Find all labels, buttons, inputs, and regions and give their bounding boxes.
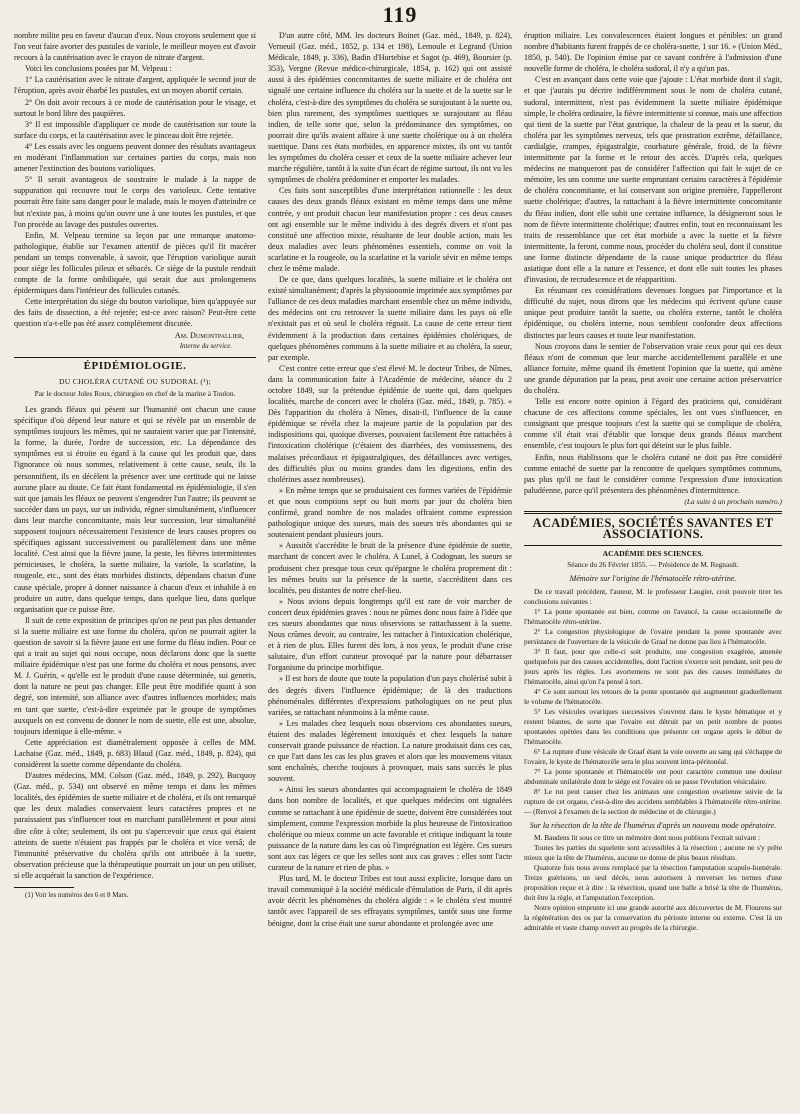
academy-subtitle: ACADÉMIE DES SCIENCES. xyxy=(602,549,704,559)
paragraph: Cette appréciation est diamétralement opposée à celles de MM. Lachaise (Gaz. méd., 1849, p. 683) Blaud (Gaz. méd., 1849, p. 824), qui considèrent la suette comme dépendante du choléra. xyxy=(14,737,256,769)
academy-section-title: ACADÉMIES, SOCIÉTÉS SAVANTES ET ASSOCIATIONS. xyxy=(532,516,774,542)
paragraph: Voici les conclusions posées par M. Velpeau : xyxy=(25,64,172,74)
paragraph: En résumant ces considérations devenues longues par l'importance et la difficulté du sujet, nous dirons que les médecins qui écrivent qu'une cause unique peut produire tantôt la suette, ou choléra externe, tantôt le choléra épidémique, ou choléra interne, nous semblent confondre deux affections distinctes par leurs causes et toute leur manifestation. xyxy=(524,286,782,340)
paragraph: » En même temps que se produisaient ces formes variées de l'épidémie et que nous comptions sept ou huit morts par jour du choléra bien confirmé, grand nombre de nos malades offraient comme expression pathologique unique des sueurs, mais des sueurs très abondantes qui se soutenaient pendant plusieurs jours. xyxy=(268,485,512,540)
paragraph: 6° La rupture d'une vésicule de Graaf étant la voie ouverte au sang qui s'échappe de l'ovaire, le kyste de l'hématocèle sera le plus souvent intra-péritonéal. xyxy=(524,746,782,766)
paragraph: M. Baudens lit sous ce titre un mémoire dont nous publions l'extrait suivant : xyxy=(534,832,761,842)
resection-body xyxy=(524,833,782,933)
section-title: ÉPIDÉMIOLOGIE. xyxy=(83,359,187,372)
divider xyxy=(14,357,256,358)
paragraph: De ce que, dans quelques localités, la suette miliaire et le choléra ont existé simultanément; d'après la physionomie imprimée aux symptômes par l'alliance de ces deux maladies marchant ensemble chez un même individu, des médecins ont cru retrouver la suette miliaire dans les pays où elle n'existait pas et où seul le choléra régnait. La cause de cette erreur tient évidemment à la production dans certaines épidémies cholériques, de quelques phénomènes communs à la suette miliaire et au choléra, la sueur, par exemple. xyxy=(268,275,512,362)
paragraph: 2° On doit avoir recours à ce mode de cautérisation pour le visage, et surtout le bord libre des paupières. xyxy=(14,97,256,118)
article-byline: Par le docteur Jules Roux, chirurgien en chef de la marine à Toulon. xyxy=(34,388,236,398)
paragraph: » Il est hors de doute que toute la population d'un pays cholérisé subit à des degrés divers l'influence épidémique; de là des traductions phénoménales différentes d'expressions pathologiques on ne peut plus variées, se rattachant néanmoins à la même cause. xyxy=(268,674,512,717)
paragraph: 3° Il est impossible d'appliquer ce mode de cautérisation sur toute la surface du corps, et la cautérisation avec le pinceau doit être rejetée. xyxy=(14,119,256,140)
paragraph: éruption miliaire. Les convalescences étaient longues et pénibles: un grand nombre d'habitants furent frappés de ce choléra-suette, 1 sur 16. » (Union Méd., 1850, p. 540). De l'opinion émise par ce savant confrère à l'admission d'une nouvelle forme de choléra, le choléra sudoral, il n'y a qu'un pas. xyxy=(524,31,782,74)
memoir-body xyxy=(524,587,782,817)
paragraph: De ce travail précédent, l'auteur, M. le professeur Laugier, croit pouvoir tirer les conclusions suivantes : xyxy=(524,586,782,606)
paragraph: Quatorze fois nous avons remplacé par la résection l'amputation scapulo-humérale. Treize guérisons, un seul décès, nous autorisent à renverser les termes d'une proposition reçue et à dire : la résection, quand une balle a brisé la tête de l'humérus, doit être la règle, et l'amputation l'exception. xyxy=(524,862,782,902)
paragraph: 2° La congestion physiologique de l'ovaire pendant la ponte spontanée avec persistance de l'ouverture de la vésicule de Graaf ne donne pas lieu à l'hématocèle. xyxy=(524,626,782,646)
paragraph: » Nous avions depuis longtemps qu'il est rare de voir marcher de concert deux épidémies graves : nous ne pûmes donc nous faire à l'idée que ces sueurs abondantes que nous observions se rattachassent à la suette. Nous crûmes devoir, au contraire, les rattacher à l'intoxication cholérique, et à rien de plus. Elles furent dès lors, à nos yeux, le produit d'une crise salutaire, d'un effort curateur provoqué par la nature pour débarrasser l'organisme du principe morbifique. xyxy=(268,596,512,673)
paragraph: D'autres médecins, MM. Colson (Gaz. méd., 1849, p. 292), Bucquoy (Gaz. méd., p. 534) ont observé en même temps et dans les mêmes localités, des épidémies de suette miliaire et de choléra, et ils ont remarqué que les deux maladies conservaient leurs caractères propres et ne paraissaient pas s'influencer tout en marchant parallèlement et pour ainsi dire côte à côte; seulement, ils ont pu s'apercevoir que ceux qui étaient atteints de suette n'étaient pas frappés par le choléra et vice versâ; de l'immunité préservative du choléra qu'ils ont attribuée à la suette, observation précieuse que la thérapeutique pourrait un jour un peu utiliser, si elle acquérait la sanction de l'expérience. xyxy=(14,771,256,880)
paragraph: D'un autre côté, MM. les docteurs Boinet (Gaz. méd., 1849, p. 824), Verneuil (Gaz. méd., 1852, p. 134 et 198), Lemoule et Legrand (Union Médicale, 1849, p. 336), Badin d'Hurtebise et Sagot (p. 469), Boursier (p. 353), Vergne (Revue médico-chirurgicale, 1854, p. 162) qui ont assisté aussi à des épidémies concomitantes de suette miliaire et de choléra ont signalé une certaine influence du choléra sur la suette et de la suette sur le choléra, c'est-à-dire des symptômes du choléra se surajoutant à la suette ou, bien plus rarement, des symptômes suettiques se surajoutant au fléau indien, de telle sorte que, selon la prédominance des symptômes, on pourrait dire qu'ils avaient affaire à une suette cholérique ou à un choléra suettique. Dans ces états morbides, en apparence mixtes, ils ont vu tantôt les symptômes du choléra cesser et ceux de la suette miliaire achever leur marche régulière, tantôt à la suite d'un écart de régime surtout, ils ont vu les symptômes de choléra prédominer et emporter les malades. xyxy=(268,31,512,185)
signature-role: Interne du service. xyxy=(179,341,232,350)
paragraph: » Les malades chez lesquels nous observions ces abondantes sueurs, étaient des malades légèrement intoxiqués et chez lesquels la nature conservait grande puissance de réaction. La nature produisait dans ces cas, ce que l'art dans les cas les plus graves et alors que les mouvemens vitaux sont enchaînés, cherche toujours à provoquer, mais sans succès le plus souvent. xyxy=(268,718,512,784)
paragraph: Enfin, M. Velpeau termine sa leçon par une remarque anatomo-pathologique, établie sur l'examen attentif de pièces qu'il fit macérer pendant un temps convenable, à savoir, que l'éruption variolique aurait pour siége les follicules pileux et sébacés. Ce siége de la pustule rendrait compte de la forme ombiliquée, qui serait due aux prolongemens épidermiques dans l'intérieur des follicules cutanés. xyxy=(14,230,256,296)
column-middle xyxy=(268,30,512,1106)
column-left xyxy=(14,30,256,1106)
memoir-title: Mémoire sur l'origine de l'hématocèle rétro-utérine. xyxy=(569,574,737,584)
paragraph: Enfin, nous établissons que le choléra cutané ne doit pas être considéré comme entaché de suette par la rencontre de quelques symptômes communs, pas plus qu'il ne faut le considérer comme l'expression d'une intoxication paludéenne, parce qu'il présentera des phénomènes d'intermittence. xyxy=(524,452,782,495)
paragraph: Nous croyons dans le sentier de l'observation vraie ceux pour qui ces deux fléaux n'ont de commun que leur marche accidentellement parallèle et une alliance fortuite, même quand ils émettent l'opinion que la suette, qui amène une grande dépuration par la peau, peut avoir une certaine action préservatrice du choléra. xyxy=(524,341,782,395)
article-title: DU CHOLÉRA CUTANÉ OU SUDORAL (¹); xyxy=(59,376,211,386)
paragraph: 4° Les essais avec les onguens peuvent donner des résultats avantageux en modérant l'inflammation sur certaines parties du corps, mais non amener l'extinction des boutons varioliques. xyxy=(14,141,256,174)
paragraph: Il suit de cette exposition de principes qu'on ne peut pas plus demander si la suette miliaire est une forme du choléra, qu'on ne pourrait agiter la question de savoir si la fièvre jaune est une forme du fléau indien. Pour ce qui a trait au sujet qui nous occupe, nous déclarons donc que la suette miliaire épidémique n'est pas une forme du choléra et nous pensons, avec M. J. Guérin, « qu'elle est le produit d'une cause déterminée, sui generis, dont la nature ne peut pas changer. Elle peut être modifiée quant à son degré, son intensité, son alliance avec d'autres influences morbides; mais en tant que suette, c'est-à-dire exprimée par le groupe de symptômes auxquels on est convenu de donner le nom de suette, elle est une, absolue, toujours identique à elle-même. » xyxy=(14,615,256,736)
paragraph: 4° Ce sont surtout les retours de la ponte spontanée qui augmentent graduellement le volume de l'hématocèle. xyxy=(524,686,782,706)
footnote: (1) Voir les numéros des 6 et 8 Mars. xyxy=(25,891,129,900)
paragraph: Telle est encore notre opinion à l'égard des praticiens qui, considérant chacune de ces affections comme spéciales, les ont vues s'influencer, en consignant que presque toujours c'est la suette qui se complique de choléra, comme s'il était vrai d'établir que lorsque deux grands fléaux marchent ensemble, c'est toujours le plus fort qui déteint sur le plus faible. xyxy=(524,397,782,451)
footnote-divider xyxy=(14,887,74,888)
paragraph: 8° Le rut peut causer chez les animaux une congestion ovarienne suivie de la rupture de cet organe, c'est-à-dire des accidens semblables à l'hématocèle rétro-utérine. — (Renvoi à l'examen de la section de médecine et de chirurgie.) xyxy=(524,786,782,816)
column-right xyxy=(524,30,782,1106)
divider xyxy=(524,511,782,514)
paragraph: nombre milite peu en faveur d'aucun d'eux. Nous croyons seulement que si l'on veut faire avorter des pustules de variole, le meilleur moyen est d'avoir recours à la cautérisation avec le crayon de nitrate d'argent. xyxy=(14,31,256,63)
paragraph: Ces faits sont susceptibles d'une interprétation rationnelle : les deux causes des deux grands fléaux existant en même temps dans une même contrée, y ont produit chacun leur manifestation propre : ces deux causes ont agi ensemble sur le même individu à des degrés divers et n'ont pas constitué une affection mixte, résultante de leur double action, mais les deux maladies avec leurs phénomènes essentiels, comme on voit la scarlatine et la rougeole, ou la scarlatine et la variole sévir en même temps chez le même malade. xyxy=(268,186,512,273)
paragraph: C'est en avançant dans cette voie que j'ajoute : L'état morbide dont il s'agit, et que j'aurais pu décrire indifféremment sous le nom de choléra cutané, sudoral, intermittent, n'est pas évidemment la suette miliaire épidémique simple, le choléra ordinaire, la fièvre intermittente si connue, mais une affection qui tient de la suette par l'état gastrique, la chaleur de la peau et la sueur, du choléra par les symptômes nerveux, tels que prostration extrême, défaillance, cardialgie, crampes, épigastralgie, courbature générale, froid, de la fièvre intermittente par la forme et le retour des accès. D'après cela, quelques médecins ne manqueront pas de considérer l'affection qui fait le sujet de ce mémoire, les uns comme une suette empruntant certains caractères à l'épidémie de choléra concomitante, et lui conservant son origine première, l'appelleront suette cholérique; d'autres, la rattachant à la fièvre intermittente concomitante du fléau indien, dont elle subit une certaine influence, la désigneront sous le nom de fièvre intermittente cholérique; d'autres enfin, tout en reconnaissant les traits de ressemblance que cet état morbide a avec la suette et la fièvre intermittente, la feront, comme nous, procéder du choléra seul, dont il constitue une forme distincte dépendante de la cause unique productrice du fléau asiatique dont elle a la nature et l'essence, et dont elle suit toutes les phases d'invasion, de recrudescence et de réapparition. xyxy=(524,75,782,285)
paragraph: C'est contre cette erreur que s'est élevé M. le docteur Tribes, de Nîmes, dans la communication faite à l'Académie de médecine, séance du 2 octobre 1849, sur la prétendue épidémie de suette qui, dans quelques localités, marche de concert avec le choléra (Gaz. méd., 1849, p. 785). « Dès l'apparition du choléra à Nîmes, disait-il, l'influence de la cause épidémique se révéla chez la majeure partie de la population par des indispositions qui, quoique diverses, pouvaient facilement être rattachées à l'intoxication cholérique (c'étaient des diarrhées, des vomissemens, des malaises précordiaux et épigastralgiques, des défaillances avec vertiges, des difficultés plus ou moins grandes dans les digestions, enfin des cholérines assez nombreuses). xyxy=(268,363,512,484)
paragraph: 5° Il serait avantageux de soustraire le malade à la nappe de suppuration qui recouvre tout le corps des varioleux. Cette tentative pourrait être faite sans danger pour le malade, mais le moyen d'atteindre ce but n'existe pas, à moins qu'on ouvre une à une toutes les pustules, et que l'on procède au lavage des pustules ouvertes. xyxy=(14,175,256,229)
page-number: 119 xyxy=(382,2,418,27)
continued-note: (La suite à un prochain numéro.) xyxy=(684,496,782,506)
paragraph: Notre opinion emprunte ici une grande autorité aux découvertes de M. Flourens sur la régénération des os par la conservation du périoste interne ou externe. C'est là un admirable et vaste champ ouvert au progrès de la chirurgie. xyxy=(524,902,782,932)
paragraph: Les grands fléaux qui pèsent sur l'humanité ont chacun une cause spécifique d'où dépend leur nature et qui se révèle par un ensemble de symptômes toujours les mêmes, qui ne sauraient varier que par l'intensité, la forme, la durée, l'ordre de succession, etc. La dépendance des symptômes est si étroite eu égard à la cause qui les produit que, dans l'ignorance où nous sommes, relativement à cette cause, seuls, ils la personnifient, ils en décèlent la présence avec une certitude qui ne laisse aucune place au doute. Ce fait étant fondamental en épidémiologie, il s'en suit que jamais les fléaux ne peuvent s'engendrer l'un l'autre; ils peuvent se succéder dans un pays, sur un individu, régner simultanément, s'influencer dans leur marche concomitante, mais leur succession, leur simultanéité supposent toujours nécessairement l'existence de leurs causes propres ou spécifiques agissant successivement ou parallèlement dans une même localité. C'est ainsi que la fièvre jaune, la peste, les fièvres intermittentes pernicieuses, le choléra, la suette miliaire, la variole, la scarlatine, la rougeole, etc., sont des états morbides distincts, dépendans chacun d'une cause spéciale, propre à donner naissance à chacun d'eux et inhabile à en produire un autre, dans quelque temps, dans quelque lieu, dans quelque organisation que ce puisse être. xyxy=(14,405,256,614)
paragraph: 5° Les vésicules ovariques successives s'ouvrent dans le kyste hématique et y restent béantes, de sorte que l'ovaire est détruit par un petit nombre de pontes spontanées opérées dans les conditions que présente cet organe après le début de l'hématocèle. xyxy=(524,706,782,746)
signature: Am. Dumontpallier, xyxy=(174,330,244,340)
resection-title: Sur la résection de la tête de l'humérus d'après un nouveau mode opératoire. xyxy=(529,820,777,830)
paragraph: Plus tard, M. le docteur Tribes est tout aussi explicite, lorsque dans un travail communiqué à la société médicale d'émulation de Paris, il dit après avoir décrit les phénomènes du choléra algide : « le choléra s'est montré tantôt avec l'appareil de ses effrayans symptômes, tantôt sous une forme bénigne, dont la crise était une sueur abondante et prolongée avec une xyxy=(268,874,512,928)
paragraph: 1° La cautérisation avec le nitrate d'argent, appliquée le second jour de l'éruption, après avoir ébarbé les pustules, est un moyen abortif certain. xyxy=(14,75,256,96)
paragraph: » Aussitôt s'accrédite le bruit de la présence d'une épidémie de suette, marchant de concert avec le choléra. A Lunel, à Codognan, les sueurs se produisent chez presque tous ceux qu'épargne le choléra proprement dit : les mêmes bruits sur la présence de la suette, s'accréditent dans ces localités, peu distantes de notre chef-lieu. xyxy=(268,541,512,595)
session-line: Séance du 26 Février 1855. — Présidence de M. Regnault. xyxy=(567,560,739,570)
paragraph: Cette interprétation du siége du bouton variolique, bien qu'appuyée sur des faits de dissection, a été rejetée; est-ce avec raison? Peut-être cette question n'a-t-elle pas été assez complétement discutée. xyxy=(14,297,256,329)
paragraph: 1° La ponte spontanée est bien, comme on l'avancé, la cause occasionnelle de l'hématocèle rétro-utérine. xyxy=(524,606,782,626)
paragraph: 3° Il faut, pour que celle-ci soit produite, une congestion exagérée, amenée quelquefois par des causes accidentelles, dont l'action s'exerce soit pendant, soit peu de jours après les règles. Les avortemens ne sont pas des causes immédiates de l'hématocèle, ainsi qu'on l'a pensé à tort. xyxy=(524,646,782,686)
divider xyxy=(524,545,782,546)
paragraph: Toutes les parties du squelette sont accessibles à la résection ; aucune ne s'y prête mieux que la tête de l'humérus, aucune ne donne de plus beaux résultats. xyxy=(524,842,782,862)
paragraph: 7° La ponte spontanée et l'hématocèle ont pour caractère commun une douleur abdominale unilatérale dont le siége est l'ovaire où se passe l'évolution vésiculaire. xyxy=(524,766,782,786)
paragraph: » Ainsi les sueurs abondantes qui accompagnaient le choléra de 1849 dans bon nombre de localités, et que quelques médecins ont signalées comme se rattachant à une épidémie de suette, doivent être considérées tout simplement, comme l'expression morbide la plus heureuse de l'intoxication cholérique ou mieux comme un acte favorable et critique indiquant la toute puissance de la nature dans les cas où l'imprégnation est légère. Ces sueurs sont aux cas légers ce que les selles sont aux cas graves : elles sont l'acte curateur de la nature et rien de plus. » xyxy=(268,785,512,873)
